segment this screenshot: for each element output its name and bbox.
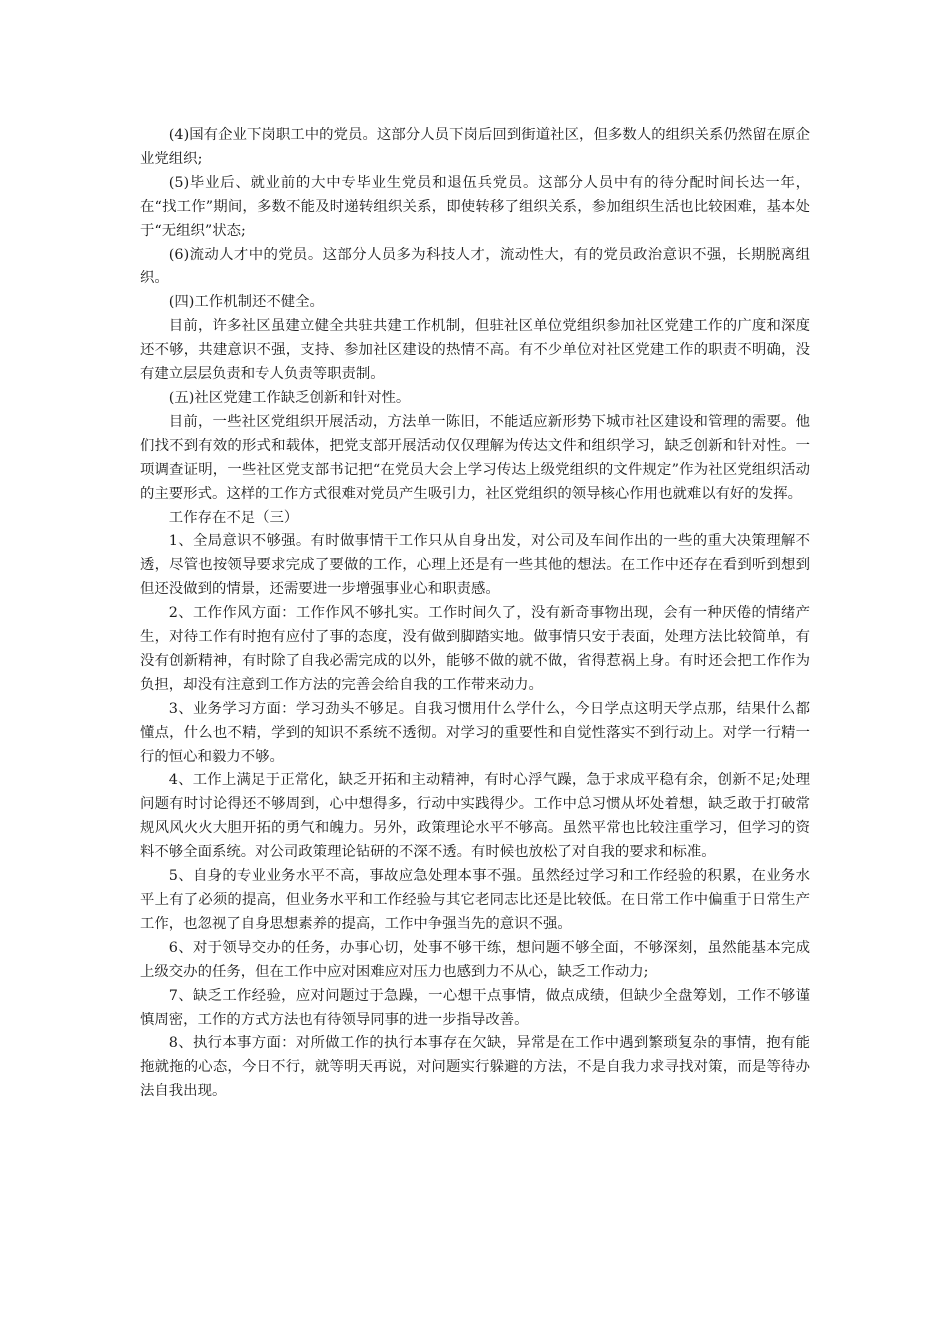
list-item-2: 2、工作作风方面：工作作风不够扎实。工作时间久了，没有新奇事物出现，会有一种厌倦的情绪产生，对待工作有时抱有应付了事的态度，没有做到脚踏实地。做事情只安于表面，处理方法比较简单，有没有创新精神，有时除了自我必需完成的以外，能够不做的就不做，省得惹祸上身。有时还会把工作作为负担，却没有注意到工作方法的完善会给自我的工作带来动力。 (140, 605, 810, 693)
list-item-1: 1、全局意识不够强。有时做事情干工作只从自身出发，对公司及车间作出的一些的重大决策理解不透，尽管也按领导要求完成了要做的工作，心理上还是有一些其他的想法。在工作中还存在看到听到想到但还没做到的情景，还需要进一步增强事业心和职责感。 (140, 533, 810, 598)
paragraph-party-members-graduates: (5)毕业后、就业前的大中专毕业生党员和退伍兵党员。这部分人员中有的待分配时间长达一年，在“找工作”期间，多数不能及时递转组织关系，即使转移了组织关系，参加组织生活也比较困难，基本处于“无组织”状态; (140, 174, 810, 239)
paragraph-party-members-laid-off: (4)国有企业下岗职工中的党员。这部分人员下岗后回到街道社区，但多数人的组织关系仍然留在原企业党组织; (140, 127, 810, 167)
section-heading-innovation: (五)社区党建工作缺乏创新和针对性。 (168, 389, 411, 406)
section-title-shortcomings: 工作存在不足（三） (168, 509, 299, 526)
section-heading-mechanism: (四)工作机制还不健全。 (168, 294, 324, 311)
list-item-3: 3、业务学习方面：学习劲头不够足。自我习惯用什么学什么，今日学点这明天学点那，结果什么都懂点，什么也不精，学到的知识不系统不透彻。对学习的重要性和自觉性落实不到行动上。对学一行精一行的恒心和毅力不够。 (140, 700, 810, 765)
paragraph-innovation: 目前，一些社区党组织开展活动，方法单一陈旧，不能适应新形势下城市社区建设和管理的需要。他们找不到有效的形式和载体，把党支部开展活动仅仅理解为传达文件和组织学习，缺乏创新和针对性。一项调查证明，一些社区党支部书记把“在党员大会上学习传达上级党组织的文件规定”作为社区党组织活动的主要形式。这样的工作方式很难对党员产生吸引力，社区党组织的领导核心作用也就难以有好的发挥。 (140, 413, 810, 502)
paragraph-party-members-mobile-talent: (6)流动人才中的党员。这部分人员多为科技人才，流动性大，有的党员政治意识不强，长期脱离组织。 (140, 246, 810, 287)
list-item-5: 5、自身的专业业务水平不高，事故应急处理本事不强。虽然经过学习和工作经验的积累，在业务水平上有了必须的提高，但业务水平和工作经验与其它老同志比还是比较低。在日常工作中偏重于日常生产工作，也忽视了自身思想素养的提高，工作中争强当先的意识不强。 (140, 868, 810, 932)
document-body (140, 124, 810, 1104)
list-item-7: 7、缺乏工作经验，应对问题过于急躁，一心想干点事情，做点成绩，但缺少全盘筹划，工作不够谨慎周密，工作的方式方法也有待领导同事的进一步指导改善。 (140, 987, 810, 1028)
paragraph-mechanism: 目前，许多社区虽建立健全共驻共建工作机制，但驻社区单位党组织参加社区党建工作的广度和深度还不够，共建意识不强，支持、参加社区建设的热情不高。有不少单位对社区党建工作的职责不明确，没有建立层层负责和专人负责等职责制。 (140, 318, 810, 383)
list-item-8: 8、执行本事方面：对所做工作的执行本事存在欠缺，异常是在工作中遇到繁琐复杂的事情，抱有能拖就拖的心态，今日不行，就等明天再说，对问题实行躲避的方法，不是自我力求寻找对策，而是等待办法自我出现。 (140, 1035, 810, 1100)
list-item-4: 4、工作上满足于正常化，缺乏开拓和主动精神，有时心浮气躁，急于求成平稳有余，创新不足;处理问题有时讨论得还不够周到，心中想得多，行动中实践得少。工作中总习惯从坏处着想，缺乏敢于打破常规风风火火大胆开拓的勇气和魄力。另外，政策理论水平不够高。虽然平常也比较注重学习，但学习的资料不够全面系统。对公司政策理论钻研的不深不透。有时候也放松了对自我的要求和标准。 (140, 772, 810, 861)
list-item-6: 6、对于领导交办的任务，办事心切，处事不够干练，想问题不够全面，不够深刻，虽然能基本完成上级交办的任务，但在工作中应对困难应对压力也感到力不从心，缺乏工作动力; (140, 939, 810, 980)
